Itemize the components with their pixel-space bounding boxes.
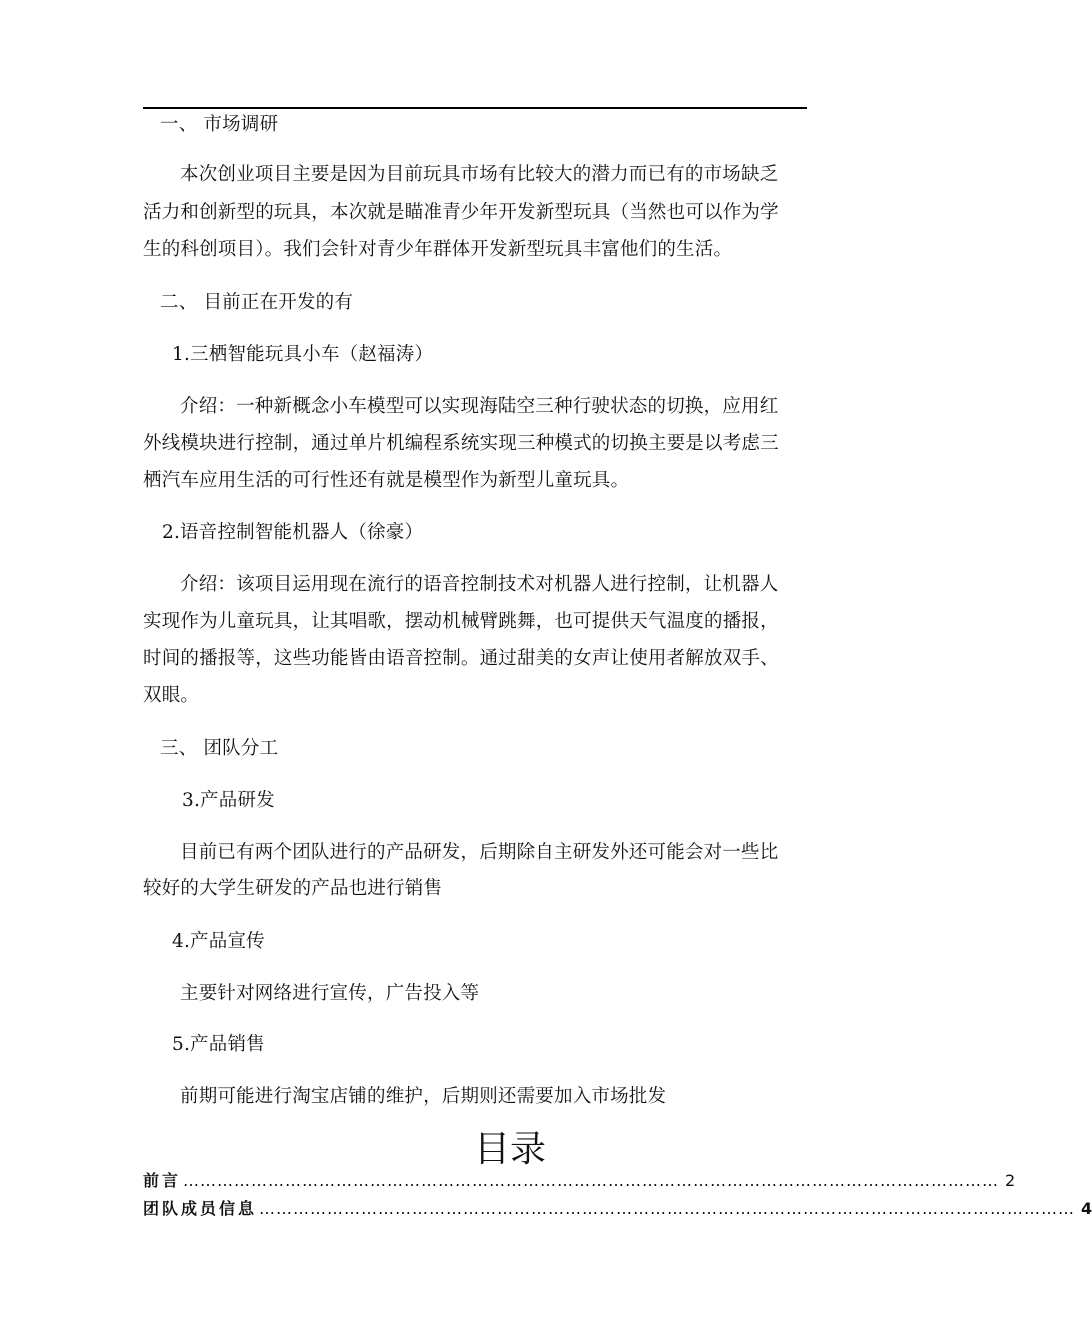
toc-entry-page: 2 xyxy=(1005,1171,1016,1190)
paragraph-line: 生的科创项目）。我们会针对青少年群体开发新型玩具丰富他们的生活。 xyxy=(143,239,733,260)
paragraph-line: 介绍：一种新概念小车模型可以实现海陆空三种行驶状态的切换，应用红 xyxy=(180,396,779,417)
header-rule xyxy=(143,107,807,109)
paragraph-line: 活力和创新型的玩具，本次就是瞄准青少年开发新型玩具（当然也可以作为学 xyxy=(143,202,779,223)
paragraph-line: 双眼。 xyxy=(143,685,200,706)
paragraph-line: 较好的大学生研发的产品也进行销售 xyxy=(143,878,443,899)
paragraph-line: 主要针对网络进行宣传，广告投入等 xyxy=(180,983,480,1004)
section-heading-team-division: 三、 团队分工 xyxy=(160,738,279,759)
paragraph-line: 外线模块进行控制，通过单片机编程系统实现三种模式的切换主要是以考虑三 xyxy=(143,433,779,454)
paragraph-line: 实现作为儿童玩具，让其唱歌，摆动机械臂跳舞，也可提供天气温度的播报， xyxy=(143,611,779,632)
toc-entry-label: 前言 xyxy=(143,1171,182,1190)
toc-entry[interactable] xyxy=(143,1197,1092,1221)
toc-leader-dots: ……………………………………………………………………………………………………………………………… xyxy=(259,1199,1076,1218)
paragraph-line: 本次创业项目主要是因为目前玩具市场有比较大的潜力而已有的市场缺乏 xyxy=(180,164,779,185)
toc-leader-dots: ……………………………………………………………………………………………………………………………… xyxy=(183,1171,1000,1190)
paragraph-line: 目前已有两个团队进行的产品研发，后期除自主研发外还可能会对一些比 xyxy=(180,842,779,863)
toc-entry-page: 4 xyxy=(1081,1199,1092,1218)
section-heading-in-development: 二、 目前正在开发的有 xyxy=(160,292,354,313)
item-title: 5.产品销售 xyxy=(172,1034,265,1055)
item-title: 1.三栖智能玩具小车（赵福涛） xyxy=(172,344,434,365)
toc-entry[interactable] xyxy=(143,1169,1016,1193)
paragraph-line: 介绍：该项目运用现在流行的语音控制技术对机器人进行控制，让机器人 xyxy=(180,574,779,595)
item-title: 2.语音控制智能机器人（徐豪） xyxy=(162,522,424,543)
toc-entry-label: 团队成员信息 xyxy=(143,1199,258,1218)
toc-title: 目录 xyxy=(473,1129,546,1170)
paragraph-line: 前期可能进行淘宝店铺的维护，后期则还需要加入市场批发 xyxy=(180,1086,667,1107)
paragraph-line: 时间的播报等，这些功能皆由语音控制。通过甜美的女声让使用者解放双手、 xyxy=(143,648,779,669)
item-title: 3.产品研发 xyxy=(182,790,275,811)
paragraph-line: 栖汽车应用生活的可行性还有就是模型作为新型儿童玩具。 xyxy=(143,470,630,491)
item-title: 4.产品宣传 xyxy=(172,931,265,952)
section-heading-market-research: 一、 市场调研 xyxy=(160,114,279,135)
